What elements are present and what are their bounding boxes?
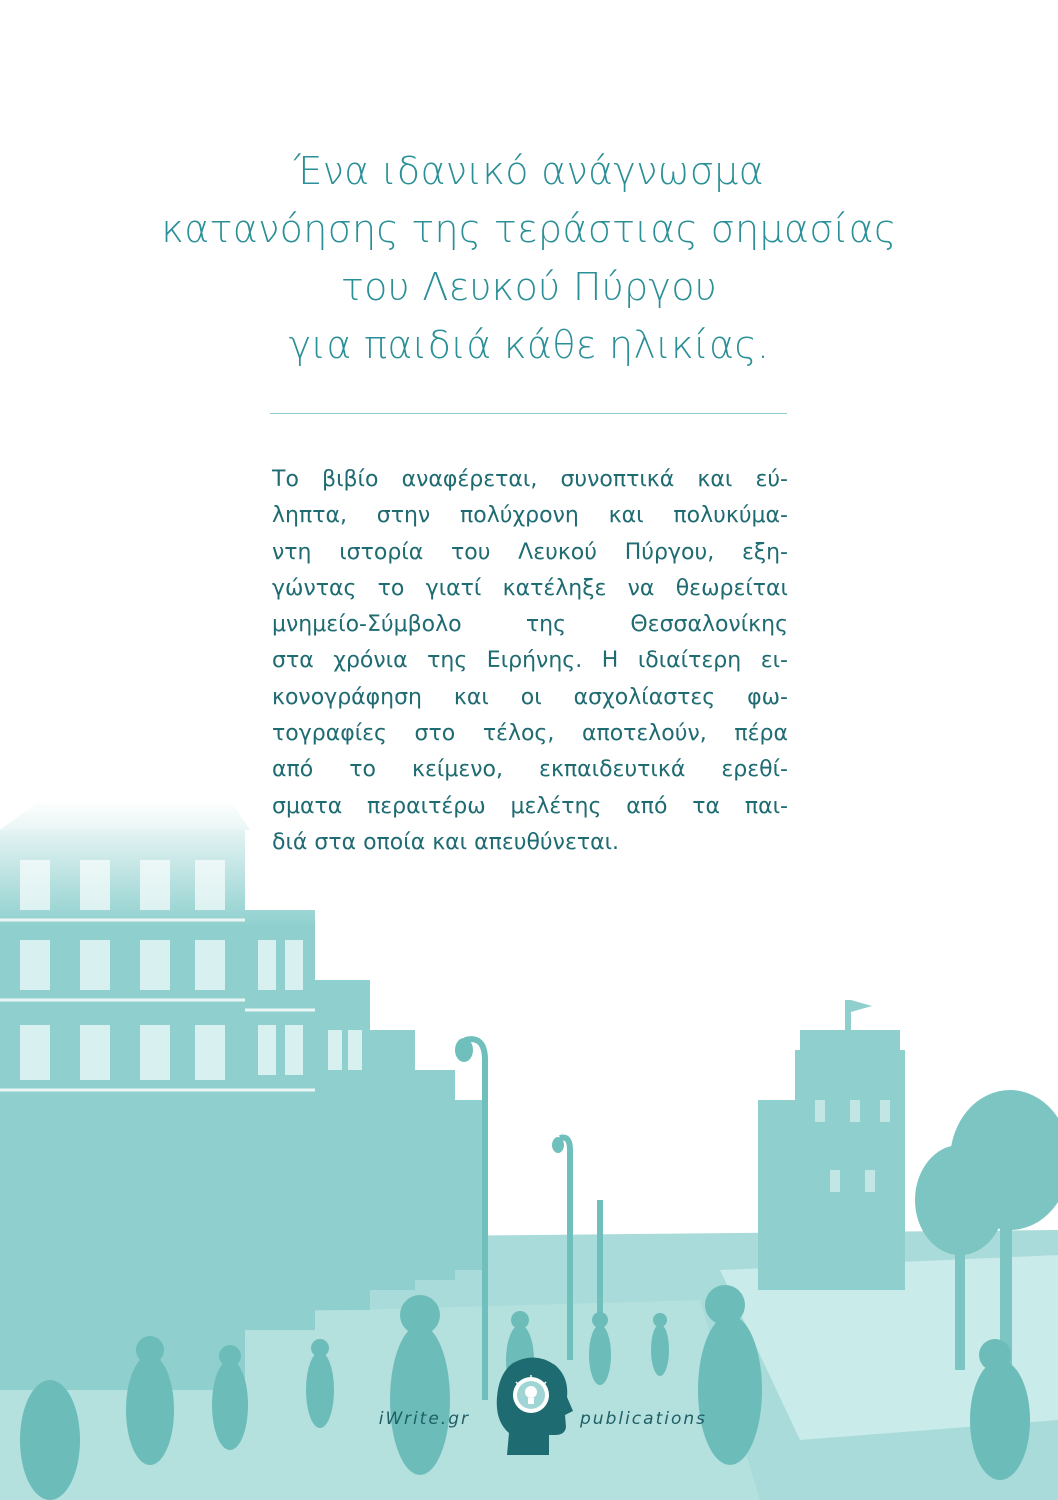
head-lightbulb-icon xyxy=(493,1355,573,1463)
tagline-line: του Λευκού Πύργου xyxy=(340,265,718,309)
description-line: Το βιβίο αναφέρεται, συνοπτικά και εύ- xyxy=(272,467,788,492)
divider xyxy=(270,413,787,414)
publisher-imprint: publications xyxy=(580,1409,707,1429)
description-line: τογραφίες στο τέλος, αποτελούν, πέρα xyxy=(272,721,788,747)
description-line: ληπτα, στην πολύχρονη και πολυκύμα- xyxy=(272,503,788,529)
description-line: κονογράφηση και οι ασχολίαστες φω- xyxy=(272,684,788,710)
tagline-line: Ένα ιδανικό ανάγνωσμα xyxy=(293,149,765,193)
tagline xyxy=(0,142,1058,374)
description-line: ντη ιστορία του Λευκού Πύργου, εξη- xyxy=(272,539,788,565)
publisher-site: iWrite.gr xyxy=(378,1409,470,1429)
description-line: μνημείο-Σύμβολο της Θεσσαλονίκης xyxy=(272,612,788,638)
description-line: σματα περαιτέρω μελέτης από τα παι- xyxy=(272,793,788,819)
description-line: γώντας το γιατί κατέληξε να θεωρείται xyxy=(272,575,788,601)
description-line: διά στα οποία και απευθύνεται. xyxy=(272,829,620,855)
book-description xyxy=(272,462,788,861)
description-line: από το κείμενο, εκπαιδευτικά ερεθί- xyxy=(272,757,788,783)
tagline-line: για παιδιά κάθε ηλικίας. xyxy=(288,323,770,367)
publisher-footer xyxy=(0,1355,1058,1465)
tagline-line: κατανόησης της τεράστιας σημασίας xyxy=(161,207,897,251)
description-line: στα χρόνια της Ειρήνης. Η ιδιαίτερη ει- xyxy=(272,648,788,674)
